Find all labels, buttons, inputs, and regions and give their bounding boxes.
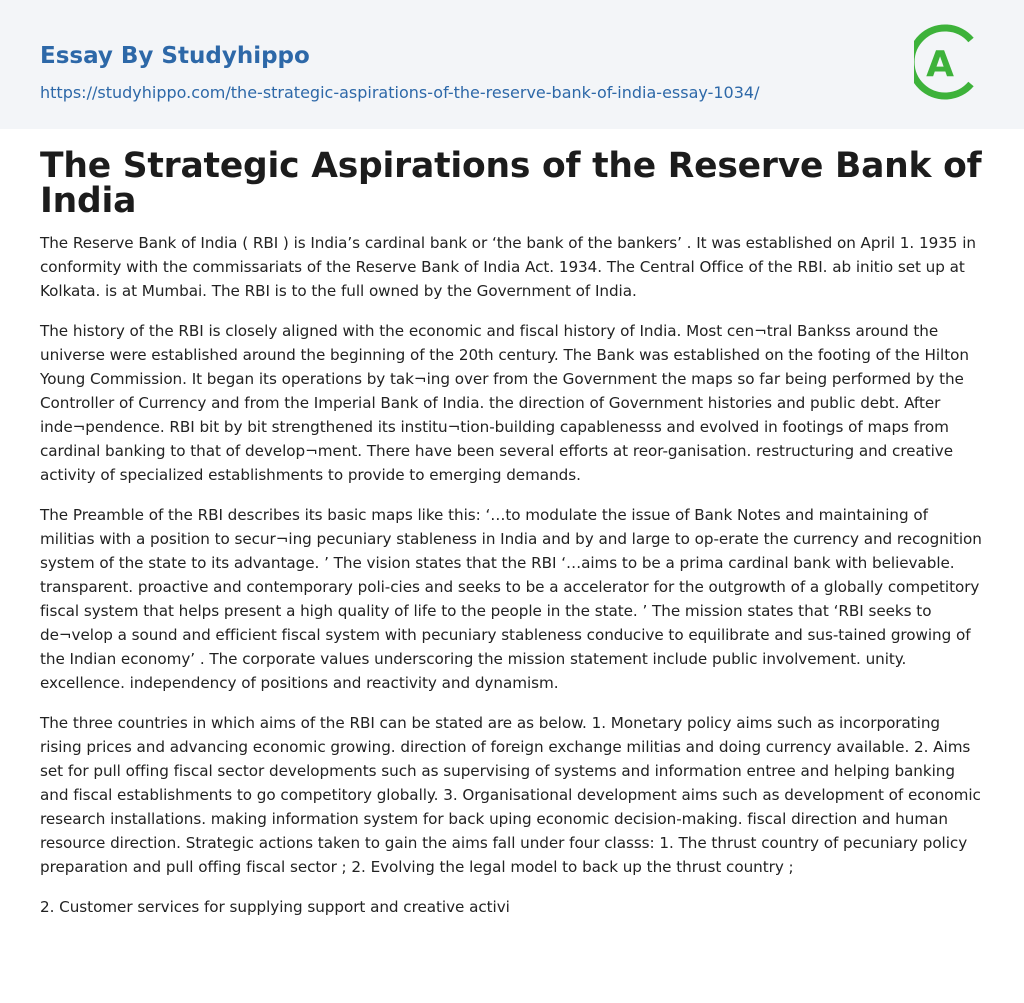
- article-paragraph: 2. Customer services for supplying support and creative activi: [40, 898, 510, 916]
- article-paragraph: The three countries in which aims of the RBI can be stated are as below. 1. Monetary policy aims such as incorporating rising prices and advancing economic growing. direction of foreign exchange militias and doing currency available. 2. Aims set for pull offing fiscal sector developments such as supervising of systems and information entree and helping banking and fiscal establishments to go competitory globally. 3. Organisational development aims such as development of economic research installations. making information system for back uping economic decision-making. fiscal direction and human resource direction. Strategic actions taken to gain the aims fall under four classs: 1. The thrust country of pecuniary policy preparation and pull offing fiscal sector ; 2. Evolving the legal model to back up the thrust country ;: [40, 714, 981, 876]
- essay-url-link[interactable]: https://studyhippo.com/the-strategic-aspirations-of-the-reserve-bank-of-india-essay-1034/: [40, 83, 760, 102]
- article-paragraph: The history of the RBI is closely aligned with the economic and fiscal history of India. Most cen¬tral Bankss around the universe were established around the beginning of the 20th century. The Bank was established on the footing of the Hilton Young Commission. It began its operations by tak¬ing over from the Government the maps so far being performed by the Controller of Currency and from the Imperial Bank of India. the direction of Government histories and public debt. After inde¬pendence. RBI bit by bit strengthened its institu¬tion-building capablenesss and evolved in footings of maps from cardinal banking to that of develop¬ment. There have been several efforts at reor-ganisation. restructuring and creative activity of specialized establishments to provide to emerging demands.: [40, 322, 969, 484]
- article-title: The Strategic Aspirations of the Reserve Bank of India: [40, 146, 982, 221]
- logo-letter: A: [926, 44, 954, 85]
- site-name[interactable]: Essay By Studyhippo: [40, 43, 310, 69]
- site-header: [0, 0, 1024, 129]
- article: [0, 146, 1024, 919]
- article-paragraph: The Reserve Bank of India ( RBI ) is India’s cardinal bank or ‘the bank of the bankers’ . It was established on April 1. 1935 in conformity with the commissariats of the Reserve Bank of India Act. 1934. The Central Office of the RBI. ab initio set up at Kolkata. is at Mumbai. The RBI is to the full owned by the Government of India.: [40, 234, 976, 300]
- article-paragraph: The Preamble of the RBI describes its basic maps like this: ‘…to modulate the issue of Bank Notes and maintaining of militias with a position to secur¬ing pecuniary stableness in India and by and large to op-erate the currency and recognition system of the state to its advantage. ’ The vision states that the RBI ‘…aims to be a prima cardinal bank with believable. transparent. proactive and contemporary poli-cies and seeks to be a accelerator for the outgrowth of a globally competitory fiscal system that helps present a high quality of life to the people in the state. ’ The mission states that ‘RBI seeks to de¬velop a sound and efficient fiscal system with pecuniary stableness conducive to equilibrate and sus-tained growing of the Indian economy’ . The corporate values underscoring the mission statement include public involvement. unity. excellence. independency of positions and reactivity and dynamism.: [40, 506, 982, 692]
- studyhippo-logo-icon[interactable]: [914, 18, 986, 106]
